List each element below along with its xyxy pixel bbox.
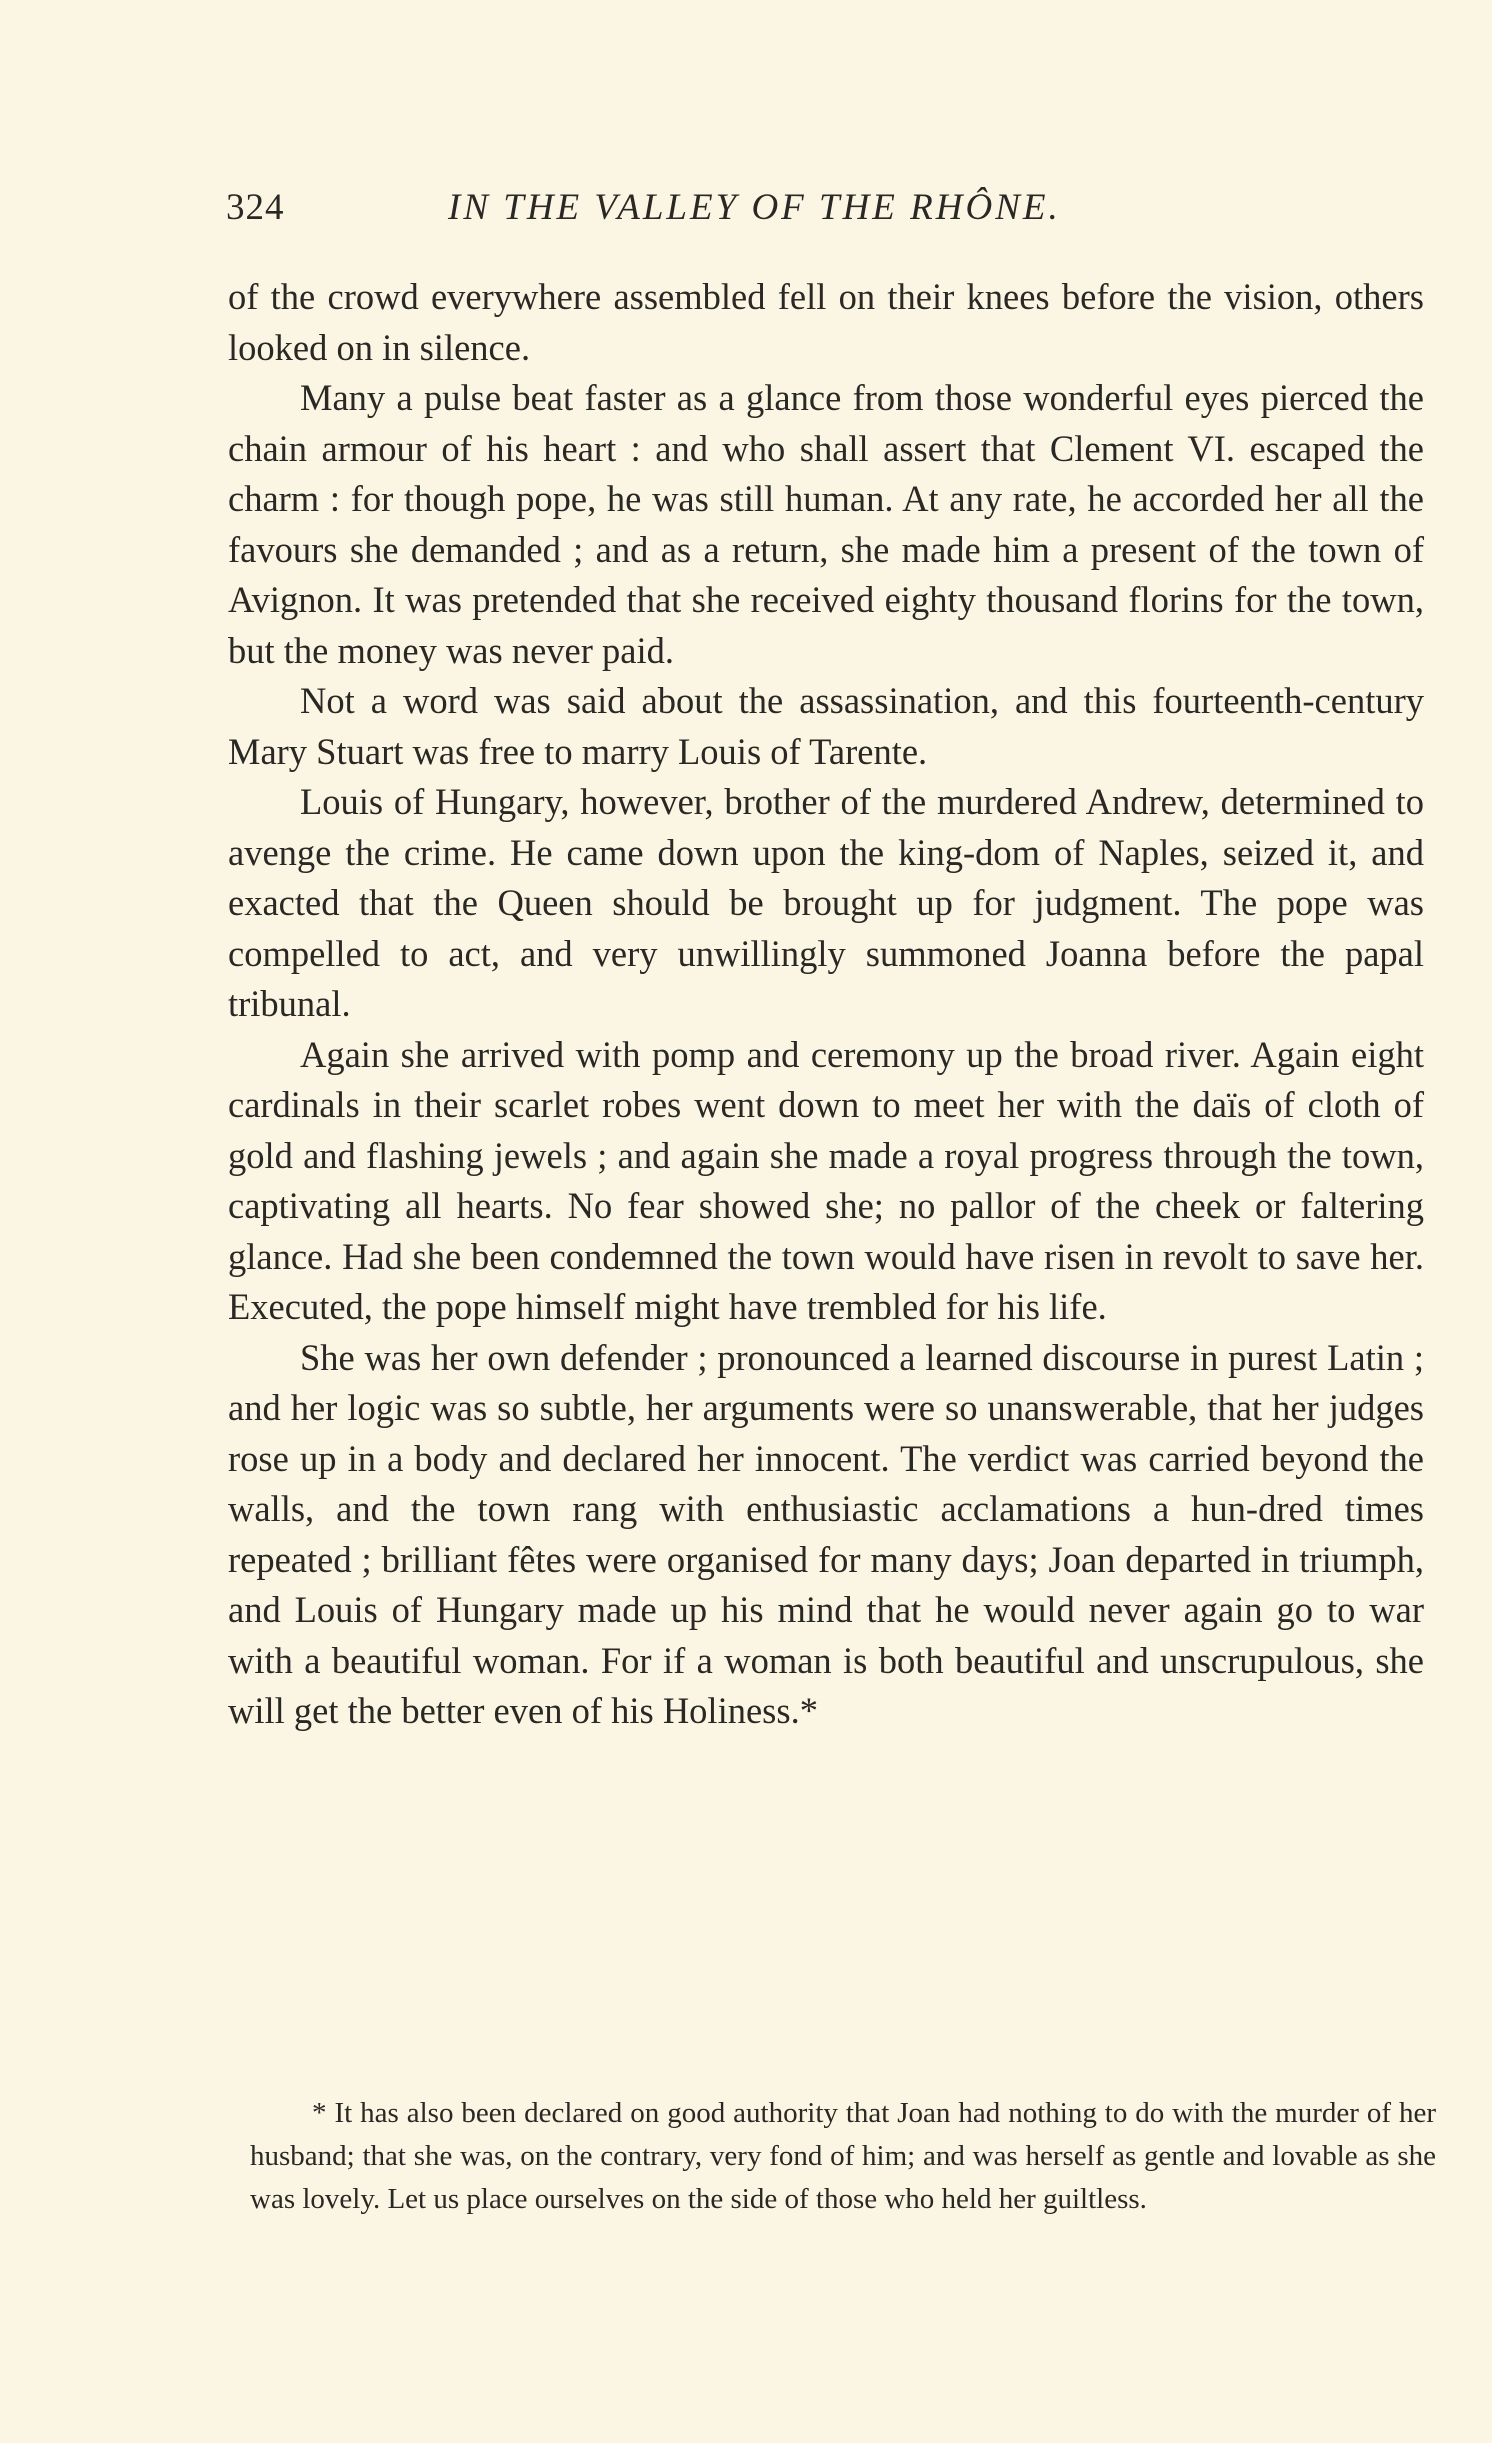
paragraph-2: Many a pulse beat faster as a glance from those wonderful eyes pierced the chain armour of his heart : and who shall assert that Clement VI. escaped the charm : for though pope, he was still human. At any rate, he accorded her all the favours she demanded ; and as a return, she made him a present of the town of Avignon. It was pretended that she received eighty thousand florins for the town, but the money was never paid. — [228, 377, 1424, 671]
paragraph-1: of the crowd everywhere assembled fell on their knees before the vision, others looked on in silence. — [228, 276, 1424, 368]
paragraph-5: Again she arrived with pomp and ceremony up the broad river. Again eight cardinals in their scarlet robes went down to meet her with the daïs of cloth of gold and flashing jewels ; and again she made a royal progress through the town, captivating all hearts. No fear showed she; no pallor of the cheek or faltering glance. Had she been condemned the town would have risen in revolt to save her. Executed, the pope himself might have trembled for his life. — [228, 1033, 1424, 1327]
running-title: IN THE VALLEY OF THE RHÔNE. — [448, 187, 1061, 228]
running-head — [226, 186, 1256, 236]
paragraph-4: Louis of Hungary, however, brother of the murdered Andrew, determined to avenge the crime. He came down upon the king-dom of Naples, seized it, and exacted that the Queen should be brought up for judgment. The pope was compelled to act, and very unwillingly summoned Joanna before the papal tribunal. — [228, 781, 1424, 1024]
body-text — [228, 272, 1424, 1737]
paragraph-6: She was her own defender ; pronounced a learned discourse in purest Latin ; and her logic was so subtle, her arguments were so unanswerable, that her judges rose up in a body and declared her innocent. The verdict was carried beyond the walls, and the town rang with enthusiastic acclamations a hun-dred times repeated ; brilliant fêtes were organised for many days; Joan departed in triumph, and Louis of Hungary made up his mind that he would never again go to war with a beautiful woman. For if a woman is both beautiful and unscrupulous, she will get the better even of his Holiness.* — [228, 1336, 1424, 1731]
paragraph-3: Not a word was said about the assassination, and this fourteenth-century Mary Stuart was free to marry Louis of Tarente. — [228, 680, 1424, 772]
page-number: 324 — [226, 187, 285, 228]
footnote: * It has also been declared on good authority that Joan had nothing to do with the murder of her husband; that she was, on the contrary, very fond of him; and was herself as gentle and lovable as she was lovely. Let us place ourselves on the side of those who held her guiltless. — [250, 2097, 1436, 2215]
